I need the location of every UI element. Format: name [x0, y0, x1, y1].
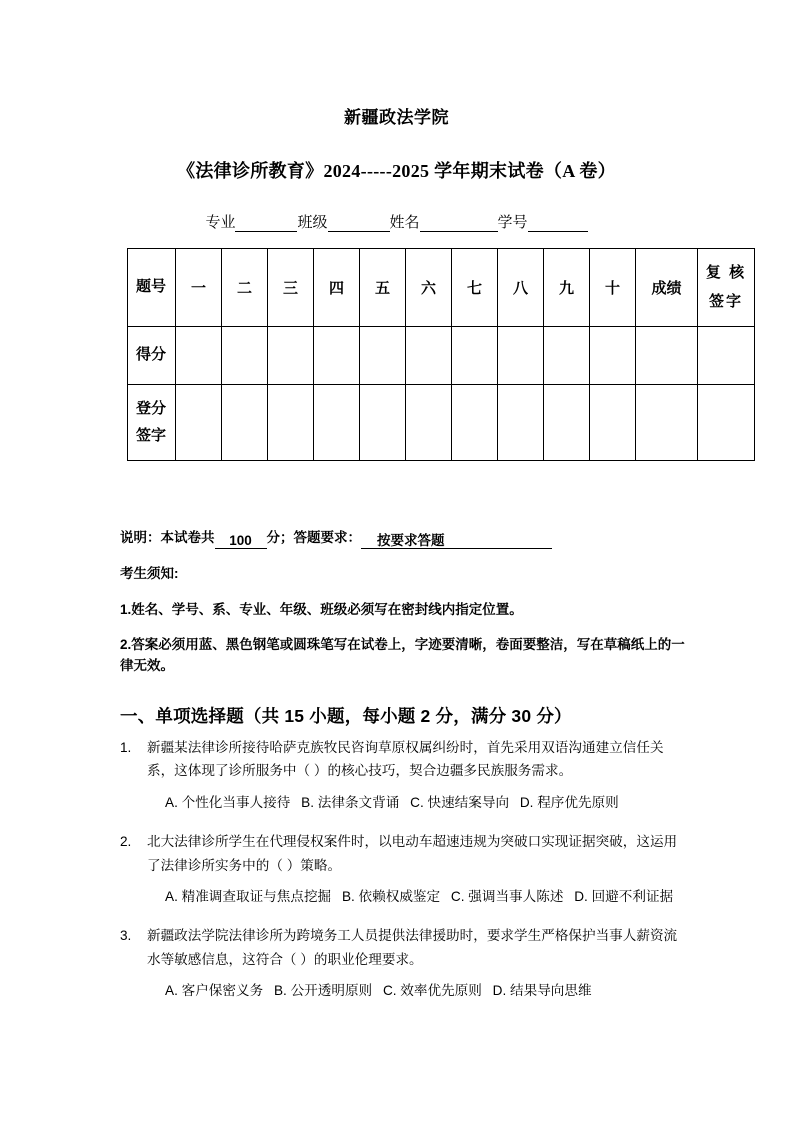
signature-cell-1[interactable]: [176, 385, 222, 461]
signature-cell-8[interactable]: [498, 385, 544, 461]
major-label: 专业: [205, 214, 236, 231]
signature-cell-7[interactable]: [452, 385, 498, 461]
notice-item-1: 1.姓名、学号、系、专业、年级、班级必须写在密封线内指定位置。: [120, 601, 523, 617]
question-list: [120, 736, 685, 1018]
question-options-2: [120, 885, 685, 908]
score-cell-4[interactable]: [314, 327, 360, 385]
score-cell-3[interactable]: [268, 327, 314, 385]
col-header-5: 五: [360, 249, 406, 327]
answer-requirement-blank: 按要求答题: [361, 531, 552, 549]
score-cell-7[interactable]: [452, 327, 498, 385]
review-label-line1: 复 核: [705, 264, 747, 281]
col-header-total: 成绩: [636, 249, 698, 327]
instruction-mid: 分；答题要求：: [266, 530, 361, 545]
col-header-2: 二: [222, 249, 268, 327]
class-label: 班级: [297, 214, 328, 231]
question-text-2: 北大法律诊所学生在代理侵权案件时，以电动车超速违规为突破口实现证据突破，这运用了法律诊所实务中的（ ）策略。: [147, 834, 678, 873]
signature-cell-3[interactable]: [268, 385, 314, 461]
col-header-4: 四: [314, 249, 360, 327]
option-2-b[interactable]: B. 依赖权威鉴定: [341, 888, 441, 904]
score-cell-5[interactable]: [360, 327, 406, 385]
option-1-a[interactable]: A. 个性化当事人接待: [165, 794, 291, 810]
question-item-2: [120, 830, 685, 908]
instruction-line: [120, 528, 690, 549]
row-label-entry-signature: [128, 385, 176, 461]
entry-signature-line2: 签字: [136, 426, 167, 444]
signature-cell-2[interactable]: [222, 385, 268, 461]
section-heading-multiple-choice: 一、单项选择题（共 15 小题，每小题 2 分，满分 30 分）: [120, 706, 572, 726]
name-input-blank[interactable]: [420, 215, 498, 232]
col-header-10: 十: [590, 249, 636, 327]
total-score-blank: 100: [215, 531, 267, 549]
instruction-prefix: 说明：本试卷共: [120, 530, 215, 545]
option-3-b[interactable]: B. 公开透明原则: [273, 983, 373, 998]
school-name-title: 新疆政法学院: [344, 108, 449, 127]
question-stem-3: [120, 924, 685, 971]
question-number-1: 1.: [120, 740, 132, 755]
option-3-d[interactable]: D. 结果导向思维: [492, 983, 592, 998]
option-2-d[interactable]: D. 回避不利证据: [574, 888, 674, 904]
question-text-3: 新疆政法学院法律诊所为跨境务工人员提供法律援助时，要求学生严格保护当事人薪资流水等敏感信息，这符合（ ）的职业伦理要求。: [147, 928, 678, 967]
table-row-score: [128, 327, 755, 385]
major-input-blank[interactable]: [235, 215, 297, 232]
score-cell-total[interactable]: [636, 327, 698, 385]
col-header-8: 八: [498, 249, 544, 327]
question-stem-2: [120, 830, 685, 877]
signature-cell-total[interactable]: [636, 385, 698, 461]
student-id-input-blank[interactable]: [528, 215, 588, 232]
question-options-1: [120, 791, 685, 814]
option-1-d[interactable]: D. 程序优先原则: [519, 794, 619, 810]
name-label: 姓名: [389, 214, 420, 231]
row-label-score: 得分: [128, 327, 176, 385]
score-cell-1[interactable]: [176, 327, 222, 385]
signature-cell-6[interactable]: [406, 385, 452, 461]
col-header-review-signature: [698, 249, 755, 327]
score-table: [127, 248, 755, 461]
row-label-question-number: 题号: [128, 249, 176, 327]
score-cell-6[interactable]: [406, 327, 452, 385]
question-item-3: [120, 924, 685, 1002]
table-row-signature: [128, 385, 755, 461]
col-header-9: 九: [544, 249, 590, 327]
signature-cell-review[interactable]: [698, 385, 755, 461]
col-header-3: 三: [268, 249, 314, 327]
score-cell-9[interactable]: [544, 327, 590, 385]
signature-cell-5[interactable]: [360, 385, 406, 461]
question-number-3: 3.: [120, 928, 132, 944]
notice-heading: 考生须知:: [120, 565, 179, 581]
signature-cell-9[interactable]: [544, 385, 590, 461]
option-1-b[interactable]: B. 法律条文背诵: [301, 794, 400, 810]
option-2-a[interactable]: A. 精准调查取证与焦点挖掘: [165, 888, 332, 904]
student-id-label: 学号: [497, 214, 528, 231]
question-stem-1: [120, 736, 685, 783]
col-header-6: 六: [406, 249, 452, 327]
exam-title: 《法律诊所教育》2024-----2025 学年期末试卷（A 卷）: [177, 161, 616, 181]
option-3-c[interactable]: C. 效率优先原则: [382, 983, 482, 998]
student-info-line: [0, 211, 793, 232]
review-label-line2: 签字: [708, 292, 743, 310]
option-3-a[interactable]: A. 客户保密义务: [165, 983, 264, 998]
signature-cell-4[interactable]: [314, 385, 360, 461]
notice-item-2: 2.答案必须用蓝、黑色钢笔或圆珠笔写在试卷上，字迹要清晰，卷面要整洁，写在草稿纸上的一律无效。: [120, 636, 685, 673]
score-cell-10[interactable]: [590, 327, 636, 385]
question-text-1: 新疆某法律诊所接待哈萨克族牧民咨询草原权属纠纷时，首先采用双语沟通建立信任关系，这体现了诊所服务中（ ）的核心技巧，契合边疆多民族服务需求。: [147, 740, 664, 779]
score-cell-2[interactable]: [222, 327, 268, 385]
entry-signature-line1: 登分: [136, 400, 167, 418]
col-header-1: 一: [176, 249, 222, 327]
class-input-blank[interactable]: [328, 215, 390, 232]
score-cell-review[interactable]: [698, 327, 755, 385]
question-number-2: 2.: [120, 834, 132, 850]
score-cell-8[interactable]: [498, 327, 544, 385]
question-item-1: [120, 736, 685, 814]
signature-cell-10[interactable]: [590, 385, 636, 461]
option-2-c[interactable]: C. 强调当事人陈述: [450, 888, 564, 904]
table-row-question-numbers: [128, 249, 755, 327]
col-header-7: 七: [452, 249, 498, 327]
option-1-c[interactable]: C. 快速结案导向: [410, 794, 510, 810]
exam-notice-block: [120, 528, 690, 691]
question-options-3: [120, 979, 685, 1002]
